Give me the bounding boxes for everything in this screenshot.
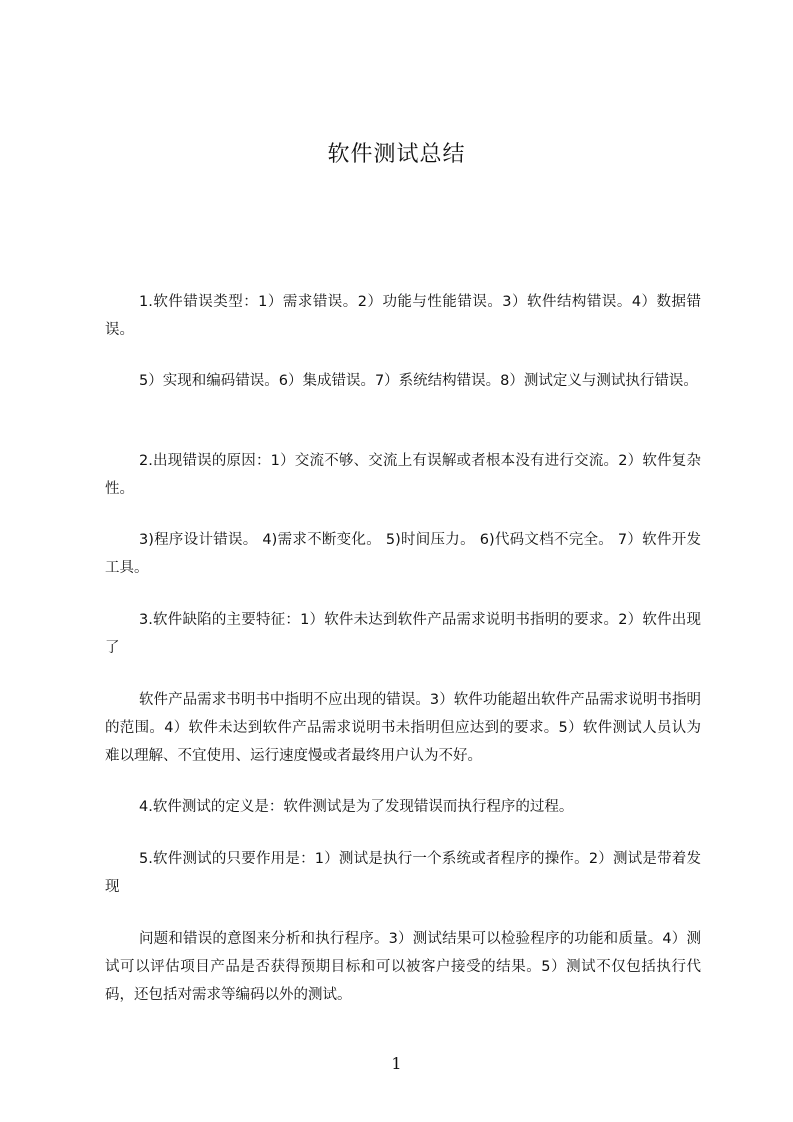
paragraph-defect-features: 3.软件缺陷的主要特征：1）软件未达到软件产品需求说明书指明的要求。2）软件出现了 (105, 612, 701, 656)
paragraph-error-types-cont: 5）实现和编码错误。6）集成错误。7）系统结构错误。8）测试定义与测试执行错误。 (139, 373, 698, 389)
page-title: 软件测试总结 (327, 142, 466, 167)
page-number: 1 (391, 1054, 402, 1073)
paragraph-error-causes-cont: 3)程序设计错误。 4)需求不断变化。 5)时间压力。 6)代码文档不完全。 7）软件开发工具。 (105, 532, 701, 576)
paragraph-testing-definition: 4.软件测试的定义是：软件测试是为了发现错误而执行程序的过程。 (139, 799, 574, 815)
paragraph-testing-role-cont: 问题和错误的意图来分析和执行程序。3）测试结果可以检验程序的功能和质量。4）测试可以评估项目产品是否获得预期目标和可以被客户接受的结果。5）测试不仅包括执行代码，还包括对需求等编码以外的测试。 (105, 931, 701, 1003)
paragraph-testing-role: 5.软件测试的只要作用是：1）测试是执行一个系统或者程序的操作。2）测试是带着发现 (105, 851, 701, 895)
paragraph-error-types: 1.软件错误类型：1）需求错误。2）功能与性能错误。3）软件结构错误。4）数据错误。 (105, 294, 701, 338)
paragraph-error-causes: 2.出现错误的原因：1）交流不够、交流上有误解或者根本没有进行交流。2）软件复杂性。 (105, 453, 701, 497)
paragraph-defect-features-cont: 软件产品需求书明书中指明不应出现的错误。3）软件功能超出软件产品需求说明书指明的范围。4）软件未达到软件产品需求说明书未指明但应达到的要求。5）软件测试人员认为难以理解、不宜使用、运行速度慢或者最终用户认为不好。 (105, 692, 701, 764)
